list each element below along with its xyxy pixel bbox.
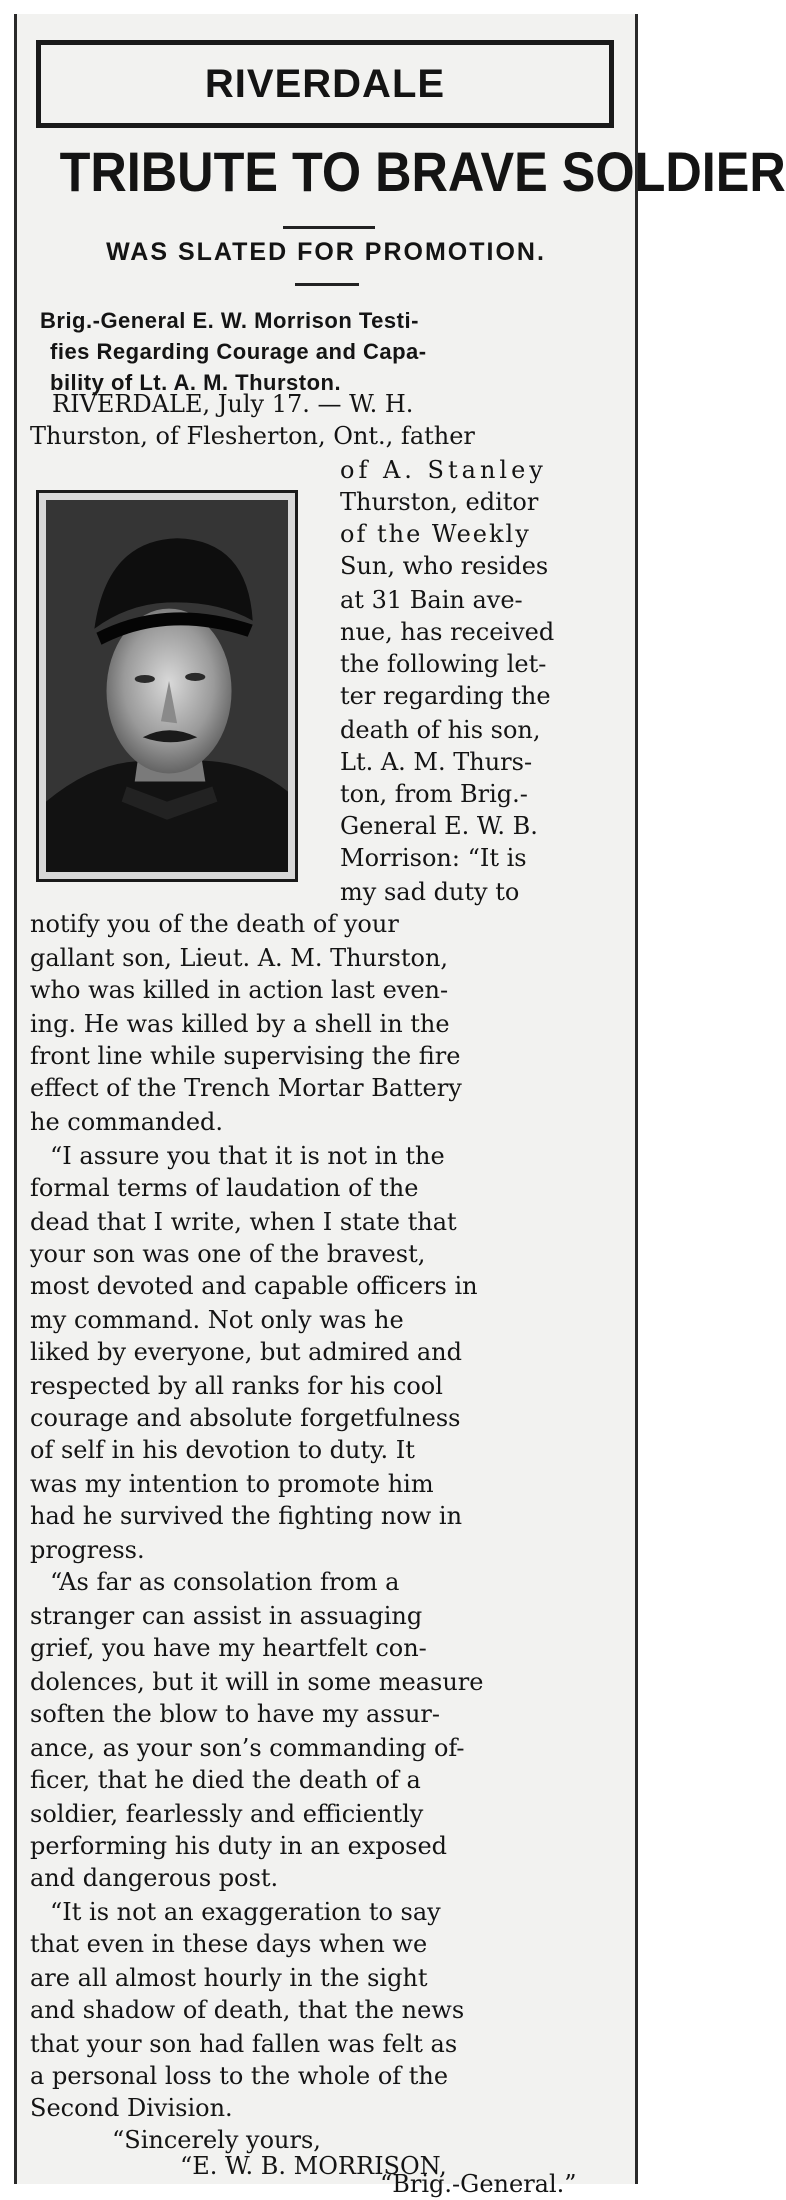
body-line: ance, as your son’s commanding of-: [30, 1734, 465, 1762]
body-line: effect of the Trench Mortar Battery: [30, 1074, 462, 1102]
body-line: gallant son, Lieut. A. M. Thurston,: [30, 944, 449, 972]
body-line: most devoted and capable officers in: [30, 1272, 478, 1300]
body-line: dead that I write, when I state that: [30, 1208, 457, 1236]
body-line: Second Division.: [30, 2094, 233, 2122]
portrait-photo: [36, 490, 298, 882]
body-line-text: RIVERDALE, July 17. — W. H.: [52, 390, 414, 418]
body-line: front line while supervising the fire: [30, 1042, 461, 1070]
body-line: are all almost hourly in the sight: [30, 1964, 428, 1992]
body-line: soldier, fearlessly and efficiently: [30, 1800, 424, 1828]
body-line: General E. W. B.: [340, 812, 538, 840]
body-line: ton, from Brig.-: [340, 780, 528, 808]
signoff-line: “Sincerely yours,: [112, 2126, 321, 2154]
body-line: “It is not an exaggeration to say: [50, 1898, 441, 1926]
portrait-photo-icon: [46, 500, 288, 872]
section-heading-box: [36, 40, 614, 128]
body-line: dolences, but it will in some measure: [30, 1668, 484, 1696]
body-line: stranger can assist in assuaging: [30, 1602, 423, 1630]
body-line: [52, 388, 622, 420]
body-line: progress.: [30, 1536, 145, 1564]
body-line: of A. Stanley: [340, 456, 547, 484]
section-title: RIVERDALE: [204, 61, 446, 106]
signature-name: “E. W. B. MORRISON,: [180, 2152, 447, 2180]
deck-line: bility of Lt. A. M. Thurston.: [50, 370, 342, 395]
body-line: ing. He was killed by a shell in the: [30, 1010, 450, 1038]
divider-rule: [283, 226, 375, 229]
body-line: the following let-: [340, 650, 547, 678]
body-line: who was killed in action last even-: [30, 976, 449, 1004]
body-line: Sun, who resides: [340, 552, 549, 580]
body-line: soften the blow to have my assur-: [30, 1700, 440, 1728]
body-line: courage and absolute forgetfulness: [30, 1404, 461, 1432]
body-line: performing his duty in an exposed: [30, 1832, 448, 1860]
body-line: was my intention to promote him: [30, 1470, 434, 1498]
body-line: ter regarding the: [340, 682, 551, 710]
body-line: my command. Not only was he: [30, 1306, 404, 1334]
body-line: formal terms of laudation of the: [30, 1174, 419, 1202]
divider-rule: [295, 283, 359, 286]
body-line: a personal loss to the whole of the: [30, 2062, 449, 2090]
body-line: death of his son,: [340, 716, 541, 744]
deck-line: Brig.-General E. W. Morrison Testi-: [40, 308, 419, 333]
body-line: and dangerous post.: [30, 1864, 279, 1892]
headline: TRIBUTE TO BRAVE SOLDIER: [59, 140, 786, 203]
body-line: that your son had fallen was felt as: [30, 2030, 458, 2058]
body-line: of self in his devotion to duty. It: [30, 1436, 415, 1464]
deck-summary: [40, 305, 620, 398]
body-line: he commanded.: [30, 1108, 224, 1136]
body-line: and shadow of death, that the news: [30, 1996, 465, 2024]
body-line: Thurston, editor: [340, 488, 539, 516]
body-line: nue, has received: [340, 618, 555, 646]
subheadline: WAS SLATED FOR PROMOTION.: [106, 238, 546, 266]
body-line: grief, you have my heartfelt con-: [30, 1634, 427, 1662]
body-line: of the Weekly: [340, 520, 531, 548]
body-line: Morrison: “It is: [340, 844, 527, 872]
signature-rank: “Brig.-General.”: [380, 2170, 577, 2198]
body-line: “I assure you that it is not in the: [50, 1142, 445, 1170]
body-line: ficer, that he died the death of a: [30, 1766, 421, 1794]
body-line: Lt. A. M. Thurs-: [340, 748, 533, 776]
body-line: that even in these days when we: [30, 1930, 428, 1958]
body-line: at 31 Bain ave-: [340, 586, 523, 614]
body-line: liked by everyone, but admired and: [30, 1338, 462, 1366]
body-line: “As far as consolation from a: [50, 1568, 400, 1596]
body-line: notify you of the death of your: [30, 910, 399, 938]
body-line: my sad duty to: [340, 878, 520, 906]
body-line: had he survived the fighting now in: [30, 1502, 463, 1530]
body-line: respected by all ranks for his cool: [30, 1372, 443, 1400]
deck-line: fies Regarding Courage and Capa-: [50, 339, 427, 364]
body-line: your son was one of the bravest,: [30, 1240, 426, 1268]
body-line: Thurston, of Flesherton, Ont., father: [30, 422, 475, 450]
